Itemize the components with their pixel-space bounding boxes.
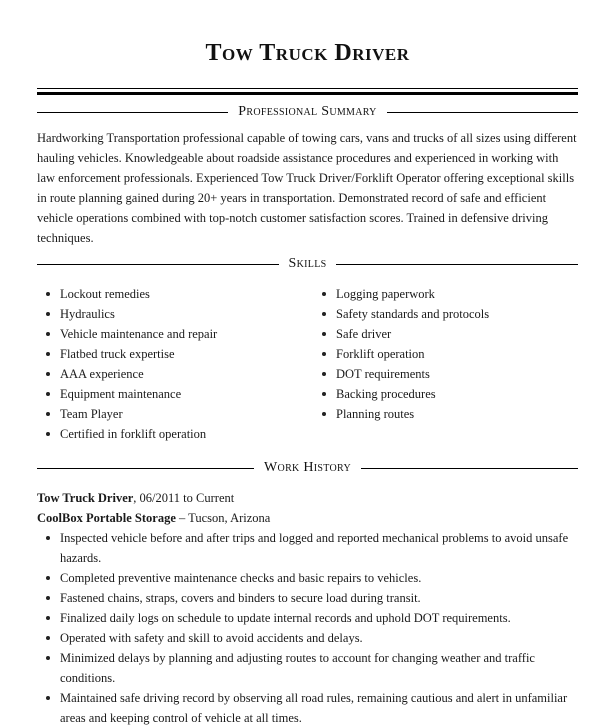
- divider: [37, 92, 578, 95]
- list-item: Flatbed truck expertise: [37, 344, 302, 364]
- resume-title: Tow Truck Driver: [205, 40, 410, 66]
- section-heading-skills: Skills: [37, 256, 578, 272]
- list-item: Maintained safe driving record by observing all road rules, remaining cautious and alert in unfamiliar areas and keeping control of vehicle at all times.: [37, 688, 578, 728]
- list-item: Completed preventive maintenance checks and basic repairs to vehicles.: [37, 568, 578, 588]
- section-heading-summary: Professional Summary: [37, 104, 578, 120]
- list-item: Safe driver: [313, 324, 578, 344]
- list-item: Equipment maintenance: [37, 384, 302, 404]
- list-item: Fastened chains, straps, covers and binders to secure load during transit.: [37, 588, 578, 608]
- list-item: Team Player: [37, 404, 302, 424]
- job-entry: [37, 488, 578, 728]
- skills-column-left: [37, 284, 302, 444]
- list-item: Minimized delays by planning and adjusting routes to account for changing weather and traffic conditions.: [37, 648, 578, 688]
- section-heading-work-history: Work History: [37, 460, 578, 476]
- list-item: DOT requirements: [313, 364, 578, 384]
- list-item: AAA experience: [37, 364, 302, 384]
- job-title-line: Tow Truck Driver, 06/2011 to Current: [37, 491, 235, 505]
- list-item: Vehicle maintenance and repair: [37, 324, 302, 344]
- list-item: Certified in forklift operation: [37, 424, 302, 444]
- skills-column-right: [313, 284, 578, 444]
- job-company-line: CoolBox Portable Storage – Tucson, Arizona: [37, 511, 271, 525]
- list-item: Finalized daily logs on schedule to update internal records and uphold DOT requirements.: [37, 608, 578, 628]
- list-item: Operated with safety and skill to avoid accidents and delays.: [37, 628, 578, 648]
- list-item: Inspected vehicle before and after trips and logged and reported mechanical problems to avoid unsafe hazards.: [37, 528, 578, 568]
- divider: [37, 88, 578, 89]
- list-item: Safety standards and protocols: [313, 304, 578, 324]
- job-bullets: [37, 528, 578, 728]
- list-item: Lockout remedies: [37, 284, 302, 304]
- list-item: Forklift operation: [313, 344, 578, 364]
- list-item: Planning routes: [313, 404, 578, 424]
- list-item: Backing procedures: [313, 384, 578, 404]
- skills-list: [37, 284, 578, 444]
- list-item: Hydraulics: [37, 304, 302, 324]
- list-item: Logging paperwork: [313, 284, 578, 304]
- summary-text: Hardworking Transportation professional capable of towing cars, vans and trucks of all sizes using different hauling vehicles. Knowledgeable about roadside assistance procedures and experienced in working with law enforcement professionals. Experienced Tow Truck Driver/Forklift Operator offering exceptional skills in route planning gained during 20+ years in transportation. Demonstrated record of safe and efficient vehicle operations combined with top-notch customer satisfaction scores. Trained in defensive driving techniques.: [37, 131, 577, 245]
